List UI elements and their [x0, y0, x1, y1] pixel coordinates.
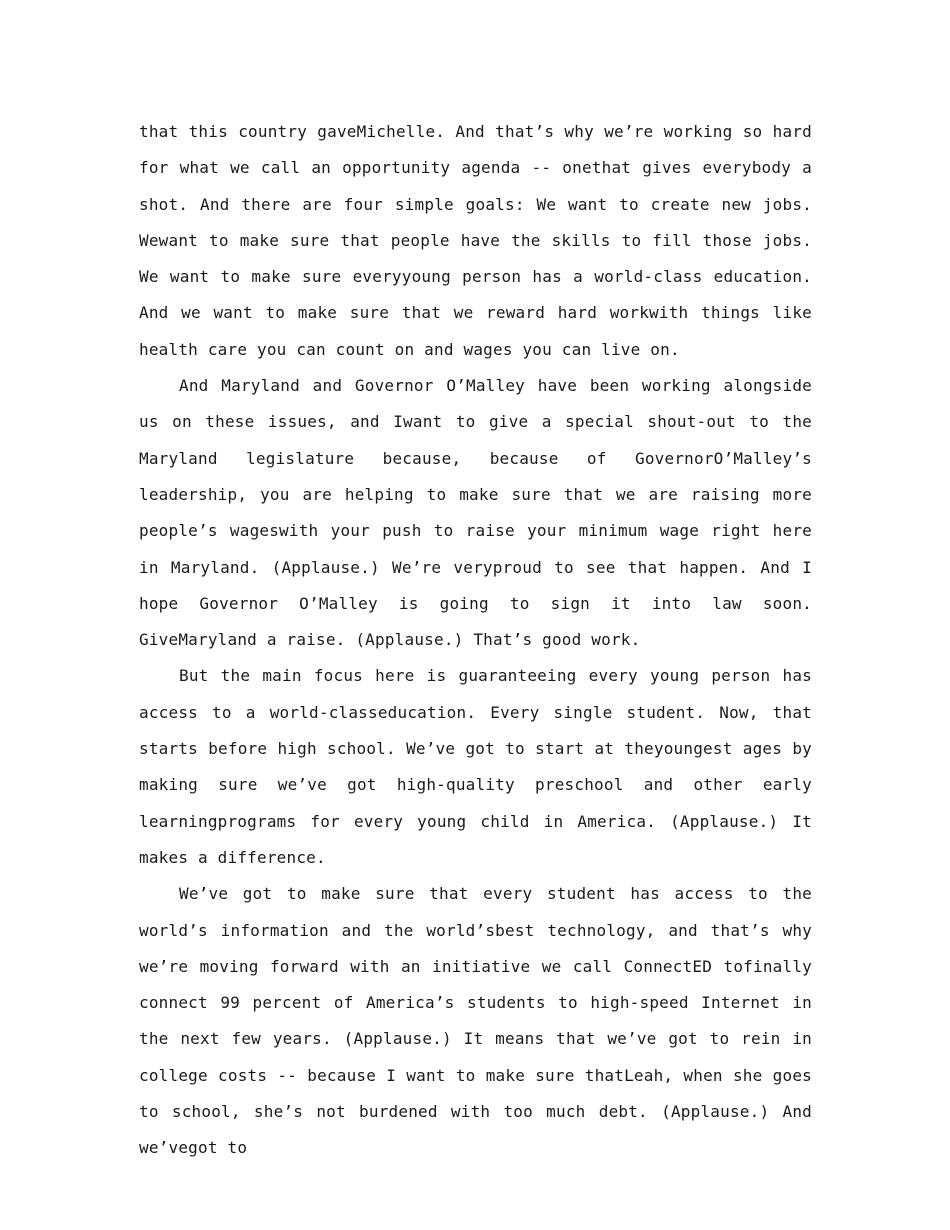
paragraph-world-class-education: But the main focus here is guaranteeing every young person has access to a world-classeducation. Every single student. Now, that starts before high school. We’ve got to start at theyoungest ages by making sure we’ve got high-quality preschool and other early learningprograms for every young child in America. (Applause.) It makes a difference.: [139, 666, 812, 867]
paragraph-maryland-minimum-wage: And Maryland and Governor O’Malley have been working alongside us on these issues, and Iwant to give a special shout-out to the Maryland legislature because, because of GovernorO’Malley’s leadership, you are helping to make sure that we are raising more people’s wageswith your push to raise your minimum wage right here in Maryland. (Applause.) We’re veryproud to see that happen. And I hope Governor O’Malley is going to sign it into law soon. GiveMaryland a raise. (Applause.) That’s good work.: [139, 376, 812, 650]
paragraph-opportunity-agenda: that this country gaveMichelle. And that’s why we’re working so hard for what we call an opportunity agenda -- onethat gives everybody a shot. And there are four simple goals: We want to create new jobs. Wewant to make sure that people have the skills to fill those jobs. We want to make sure everyyoung person has a world-class education. And we want to make sure that we reward hard workwith things like health care you can count on and wages you can live on.: [139, 122, 812, 359]
paragraph-connected-initiative: We’ve got to make sure that every student has access to the world’s information and the world’sbest technology, and that’s why we’re moving forward with an initiative we call ConnectED tofinally connect 99 percent of America’s students to high-speed Internet in the next few years. (Applause.) It means that we’ve got to rein in college costs -- because I want to make sure thatLeah, when she goes to school, she’s not burdened with too much debt. (Applause.) And we’vegot to: [139, 884, 812, 1158]
document-body: [139, 114, 812, 1167]
